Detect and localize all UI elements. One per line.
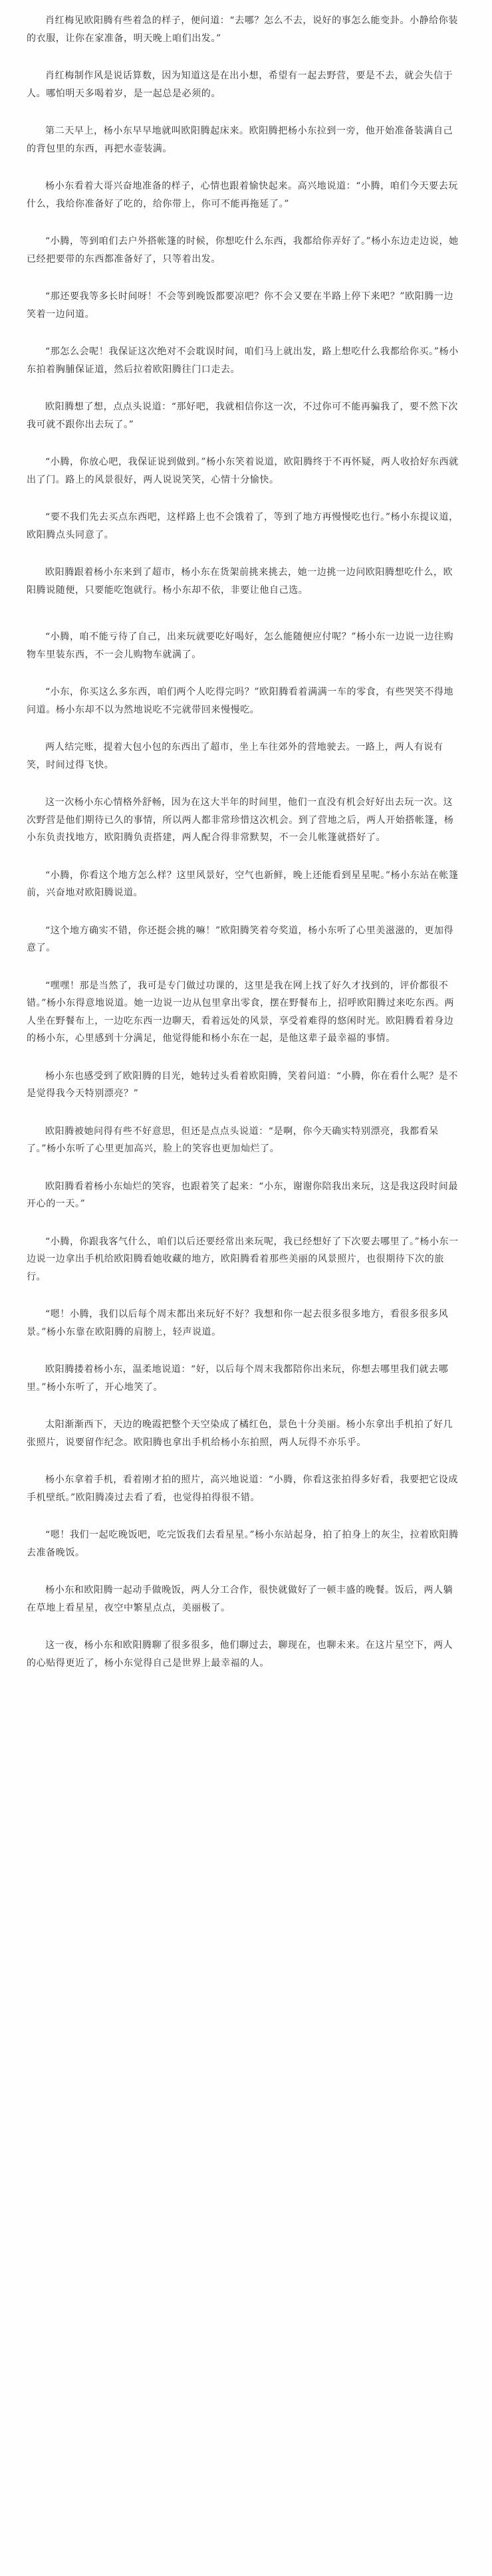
paragraph-12: “小腾，咱不能亏待了自己，出来玩就要吃好喝好，怎么能随便应付呢？”杨小东一边说一边往购物车里装东西，不一会儿购物车就满了。 (27, 632, 454, 660)
paragraph-24: 欧阳腾搂着杨小东，温柔地说道：“好，以后每个周末我都陪你出来玩，你想去哪里我们就去哪里。”杨小东听了，开心地笑了。 (27, 1364, 449, 1393)
paragraph-10: “要不我们先去买点东西吧，这样路上也不会饿着了，等到了地方再慢慢吃也行。”杨小东提议道，欧阳腾点头同意了。 (27, 512, 459, 540)
paragraph-22: “小腾，你跟我客气什么，咱们以后还要经常出来玩呢，我已经想好了下次要去哪里了。”杨小东一边说一边拿出手机给欧阳腾看她收藏的地方，欧阳腾看着那些美丽的风景照片，也很期待下次的旅行。 (27, 1236, 459, 1282)
paragraph-11: 欧阳腾跟着杨小东来到了超市，杨小东在货架前挑来挑去，她一边挑一边问欧阳腾想吃什么，欧阳腾说随便，只要能吃饱就行。杨小东却不依，非要让他自己选。 (27, 567, 453, 596)
paragraph-5: “小腾，等到咱们去户外搭帐篷的时候，你想吃什么东西，我都给你弄好了。”杨小东边走边说，她已经把要带的东西都准备好了，只等着出发。 (27, 236, 459, 265)
paragraph-7: “那怎么会呢！我保证这次绝对不会耽误时间，咱们马上就出发，路上想吃什么我都给你买。”杨小东拍着胸脯保证道，然后拉着欧阳腾往门口走去。 (27, 346, 459, 375)
paragraph-21: 欧阳腾看着杨小东灿烂的笑容，也跟着笑了起来：“小东，谢谢你陪我出来玩，这是我这段时间最开心的一天。” (27, 1181, 458, 1209)
paragraph-23: “嗯！小腾，我们以后每个周末都出来玩好不好？我想和你一起去很多很多地方，看很多很多风景。”杨小东靠在欧阳腾的肩膀上，轻声说道。 (27, 1309, 449, 1338)
paragraph-18: “嘿嘿！那是当然了，我可是专门做过功课的，这里是我在网上找了好久才找到的，评价都很不错。”杨小东得意地说道。她一边说一边从包里拿出零食，摆在野餐布上，招呼欧阳腾过来吃东西。两人坐在野餐布上，一边吃东西一边聊天，看着远处的风景，享受着难得的悠闲时光。欧阳腾看着身边的杨小东，心里感到十分满足，他觉得能和杨小东在一起，是他这辈子最幸福的事情。 (27, 980, 455, 1044)
paragraph-17: “这个地方确实不错，你还挺会挑的嘛！”欧阳腾笑着夸奖道，杨小东听了心里美滋滋的，更加得意了。 (27, 925, 454, 953)
paragraph-4: 杨小东看着大哥兴奋地准备的样子，心情也跟着愉快起来。高兴地说道：“小腾，咱们今天要去玩什么，我给你准备好了吃的，给你带上，你可不能再拖延了。” (27, 181, 458, 209)
paragraph-27: “嗯！我们一起吃晚饭吧，吃完饭我们去看星星。”杨小东站起身，拍了拍身上的灰尘，拉着欧阳腾去准备晚饭。 (27, 1530, 459, 1558)
paragraph-26: 杨小东拿着手机，看着刚才拍的照片，高兴地说道：“小腾，你看这张拍得多好看，我要把它设成手机壁纸。”欧阳腾凑过去看了看，也觉得拍得很不错。 (27, 1474, 458, 1503)
paragraph-1: 肖红梅见欧阳腾有些着急的样子，便问道：“去哪？怎么不去，说好的事怎么能变卦。小静给你装的衣服，让你在家准备，明天晚上咱们出发。” (27, 15, 458, 44)
paragraph-28: 杨小东和欧阳腾一起动手做晚饭，两人分工合作，很快就做好了一顿丰盛的晚餐。饭后，两人躺在草地上看星星，夜空中繁星点点，美丽极了。 (27, 1585, 453, 1613)
paragraph-16: “小腾，你看这个地方怎么样？这里风景好，空气也新鲜，晚上还能看到星星呢。”杨小东站在帐篷前，兴奋地对欧阳腾说道。 (27, 870, 459, 898)
paragraph-9: “小腾，你放心吧，我保证说到做到。”杨小东笑着说道，欧阳腾终于不再怀疑，两人收拾好东西就出了门。路上的风景很好，两人说说笑笑，心情十分愉快。 (27, 457, 459, 485)
paragraph-14: 两人结完账，提着大包小包的东西出了超市，坐上车往郊外的营地驶去。一路上，两人有说有笑，时间过得飞快。 (27, 742, 443, 770)
paragraph-19: 杨小东也感受到了欧阳腾的目光，她转过头看着欧阳腾，笑着问道：“小腾，你在看什么呢？是不是觉得我今天特别漂亮？” (27, 1070, 458, 1099)
paragraph-29: 这一夜，杨小东和欧阳腾聊了很多很多，他们聊过去，聊现在，也聊未来。在这片星空下，两人的心贴得更近了，杨小东觉得自己是世界上最幸福的人。 (27, 1640, 453, 1669)
paragraph-25: 太阳渐渐西下，天边的晚霞把整个天空染成了橘红色，景色十分美丽。杨小东拿出手机拍了好几张照片，说要留作纪念。欧阳腾也拿出手机给杨小东拍照，两人玩得不亦乐乎。 (27, 1419, 453, 1448)
paragraph-13: “小东，你买这么多东西，咱们两个人吃得完吗？”欧阳腾看着满满一车的零食，有些哭笑不得地问道。杨小东却不以为然地说吃不完就带回来慢慢吃。 (27, 687, 454, 715)
paragraph-8: 欧阳腾想了想，点点头说道：“那好吧，我就相信你这一次，不过你可不能再骗我了，要不然下次我可就不跟你出去玩了。” (27, 402, 458, 430)
paragraph-15: 这一次杨小东心情格外舒畅，因为在这大半年的时间里，他们一直没有机会好好出去玩一次。这次野营是他们期待已久的事情，所以两人都非常珍惜这次机会。到了营地之后，两人开始搭帐篷，杨小东负责找地方，欧阳腾负责搭建，两人配合得非常默契，不一会儿帐篷就搭好了。 (27, 797, 454, 843)
paragraph-6: “那还要我等多长时间呀！不会等到晚饭都要凉吧？你不会又要在半路上停下来吧？”欧阳腾一边笑着一边问道。 (27, 291, 454, 320)
paragraph-2: 肖红梅制作风是说话算数，因为知道这是在出小想，希望有一起去野营，要是不去，就会失信于人。哪怕明天多喝着岁，是一起总是必须的。 (27, 70, 453, 99)
paragraph-3: 第二天早上，杨小东早早地就叫欧阳腾起床来。欧阳腾把杨小东拉到一旁，他开始准备装满自己的背包里的东西，再把水壶装满。 (27, 126, 453, 154)
paragraph-20: 欧阳腾被她问得有些不好意思，但还是点点头说道：“是啊，你今天确实特别漂亮，我都看呆了。”杨小东听了心里更加高兴，脸上的笑容也更加灿烂了。 (27, 1125, 439, 1154)
